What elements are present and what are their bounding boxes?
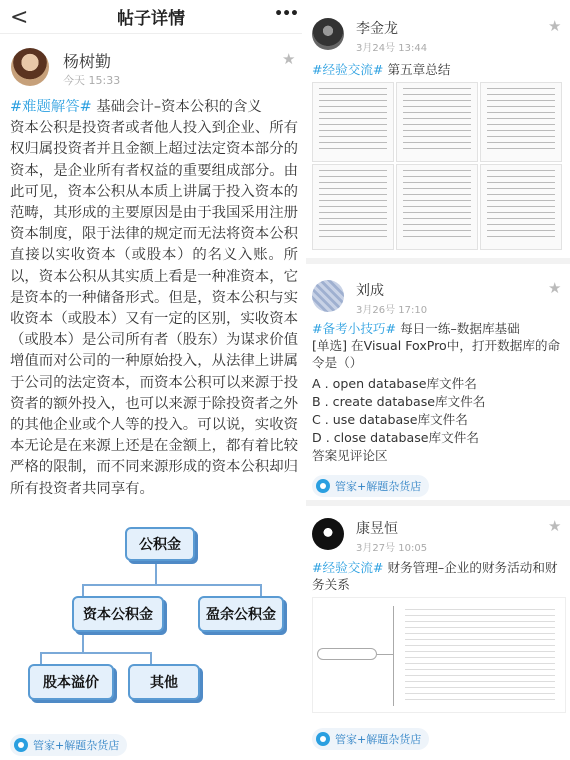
feed-tag[interactable]: #经验交流# <box>312 560 384 575</box>
note-image[interactable] <box>480 82 562 162</box>
feed-line: A . open database库文件名 <box>312 376 477 391</box>
feed-line: [单选] 在Visual FoxPro中，打开数据库的命令是（） <box>312 338 561 370</box>
note-image[interactable] <box>396 82 478 162</box>
circle-pill[interactable] <box>312 728 429 750</box>
post-tag[interactable]: #难题解答# <box>10 99 92 115</box>
fund-diagram <box>10 512 296 717</box>
feed-avatar[interactable] <box>312 518 344 550</box>
feed-author[interactable]: 刘成 <box>356 283 384 299</box>
feed-line: B . create database库文件名 <box>312 394 486 409</box>
note-image[interactable] <box>312 164 394 250</box>
circle-icon <box>316 732 330 746</box>
feed-text: 每日一练–数据库基础 <box>396 321 520 336</box>
star-icon[interactable]: ★ <box>548 17 562 35</box>
feed-title <box>312 559 566 593</box>
back-arrow-icon[interactable]: < <box>10 5 29 30</box>
feed-avatar[interactable] <box>312 18 344 50</box>
feed-card[interactable] <box>306 264 570 500</box>
feed-panel <box>306 0 570 760</box>
feed-text: 财务管理–企业的财务活动和财务关系 <box>312 560 558 592</box>
feed-line: D . close database库文件名 <box>312 430 479 445</box>
feed-tag[interactable]: #备考小技巧# <box>312 321 397 336</box>
note-image[interactable] <box>312 82 394 162</box>
circle-pill[interactable] <box>10 734 127 756</box>
feed-time: 3月27号 10:05 <box>356 543 428 554</box>
feed-title <box>312 61 566 78</box>
feed-line: 答案见评论区 <box>312 448 388 463</box>
feed-avatar[interactable] <box>312 280 344 312</box>
diagram-node-premium: 股本溢价 <box>28 664 114 700</box>
note-image[interactable] <box>396 164 478 250</box>
star-icon[interactable]: ★ <box>548 279 562 297</box>
diagram-node-root: 公积金 <box>125 527 195 561</box>
post-time: 今天 15:33 <box>63 74 121 87</box>
author-avatar[interactable] <box>11 48 49 86</box>
feed-card[interactable] <box>306 0 570 258</box>
feed-time: 3月26号 17:10 <box>356 305 428 316</box>
feed-tag[interactable]: #经验交流# <box>312 62 384 77</box>
feed-line: C . use database库文件名 <box>312 412 468 427</box>
circle-pill-label: 管家+解题杂货店 <box>335 733 422 746</box>
nav-bar <box>0 0 302 34</box>
circle-pill-label: 管家+解题杂货店 <box>33 739 120 752</box>
diagram-node-capital: 资本公积金 <box>72 596 164 632</box>
circle-icon <box>14 738 28 752</box>
note-image[interactable] <box>480 164 562 250</box>
more-icon[interactable]: ••• <box>274 6 298 22</box>
circle-icon <box>316 479 330 493</box>
feed-text: 第五章总结 <box>383 62 451 77</box>
feed-title <box>312 320 566 337</box>
post-content: 资本公积是投资者或者他人投入到企业、所有权归属投资者并且金额上超过法定资本部分的资本，是企业所有者权益的重要组成部分。由此可见，资本公积从本质上讲属于投入资本的范畴，其形成的主要原因是由于我国采用注册资本制度，限于法律的规定而无法将资本公积直接以实收资本（或股本）的名义入账。所以，资本公积从其实质上看是一种准资本，它是资本的一种储备形式。但是，资本公积与实收资本（或股本）又有一定的区别，实收资本（或股本）是公司所有者（股东）为谋求价值增值而对公司的一种原始投入，从法律上讲属于公司的法定资本，而资本公积可以来源于投资者的额外投入，也可以来源于除投资者之外的其他企业或个人等的投入。可以说，实收资本无论是在来源上还是在金额上，都有着比较严格的限制，而不同来源形成的资本公积却归所有投资者共同享有。 <box>10 120 298 497</box>
post-title: 基础会计–资本公积的含义 <box>91 99 262 115</box>
post-body <box>10 97 298 500</box>
author-name[interactable]: 杨树勤 <box>63 52 112 71</box>
diagram-node-surplus: 盈余公积金 <box>198 596 284 632</box>
star-icon[interactable]: ★ <box>282 50 296 68</box>
circle-pill[interactable] <box>312 475 429 497</box>
feed-author[interactable]: 李金龙 <box>356 21 398 37</box>
feed-author[interactable]: 康昱恒 <box>356 521 398 537</box>
mindmap-image[interactable] <box>312 597 566 713</box>
star-icon[interactable]: ★ <box>548 517 562 535</box>
feed-time: 3月24号 13:44 <box>356 43 428 54</box>
circle-pill-label: 管家+解题杂货店 <box>335 480 422 493</box>
page-title: 帖子详情 <box>117 9 185 29</box>
diagram-node-other: 其他 <box>128 664 200 700</box>
